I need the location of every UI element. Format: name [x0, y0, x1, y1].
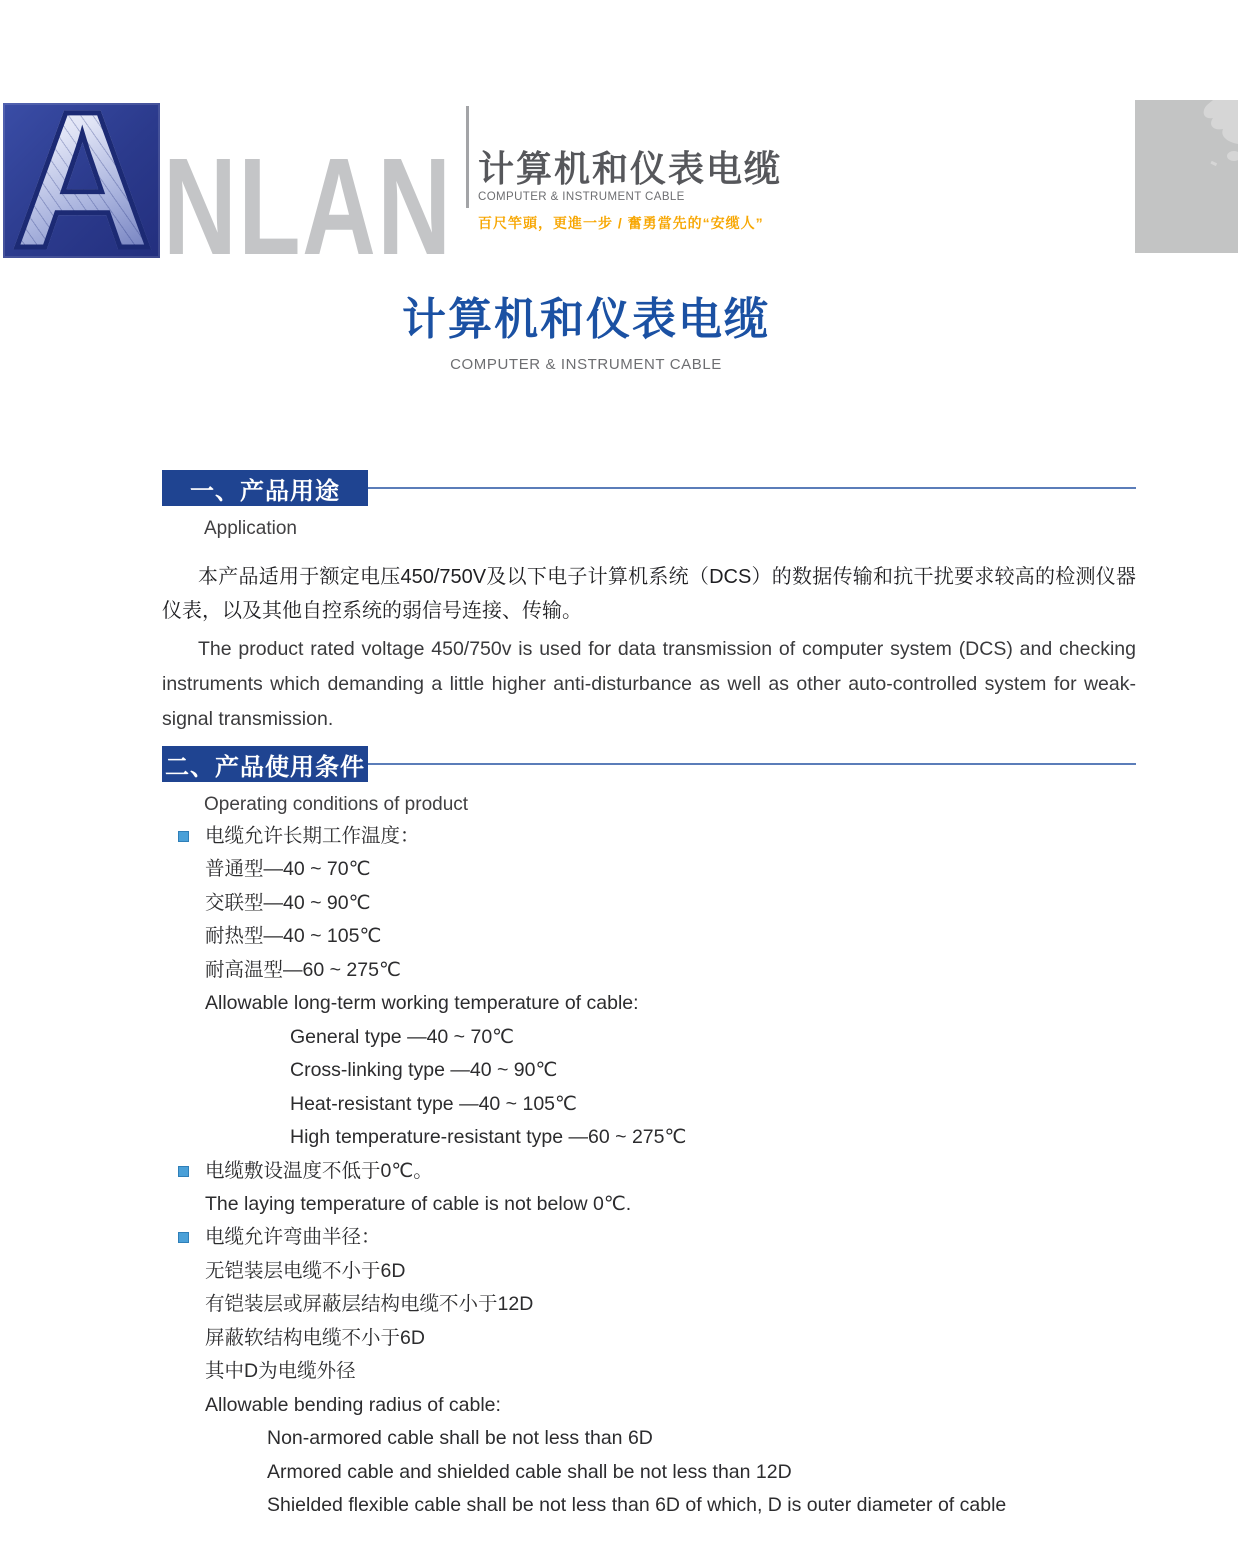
condition-text: 无铠装层电缆不小于6D [205, 1259, 406, 1282]
section1-header [162, 470, 1136, 506]
condition-item [162, 1355, 1136, 1388]
application-paragraph-en: The product rated voltage 450/750v is used for data transmission of computer system (DCS) and checking instruments which demanding a little higher anti-disturbance as well as other auto-controlled system for weak-signal transmission. [162, 638, 1136, 730]
condition-item [162, 1322, 1136, 1355]
square-bullet-icon [178, 1166, 189, 1177]
condition-item [162, 1054, 1136, 1087]
application-paragraph-cn: 本产品适用于额定电压450/750V及以下电子计算机系统（DCS）的数据传输和抗干扰要求较高的检测仪器仪表，以及其他自控系统的弱信号连接、传输。 [162, 566, 1136, 622]
section1-badge: 一、产品用途 [162, 470, 368, 506]
condition-item [162, 1188, 1136, 1221]
condition-item [162, 1288, 1136, 1321]
condition-text: Shielded flexible cable shall be not less than 6D of which, D is outer diameter of cable [267, 1494, 1007, 1517]
square-bullet-icon [178, 831, 189, 842]
condition-item [162, 1422, 1136, 1455]
section2-rule [368, 763, 1136, 765]
condition-item [162, 1489, 1136, 1522]
condition-item [162, 1221, 1136, 1254]
square-bullet-icon [178, 1232, 189, 1243]
header-divider [466, 106, 469, 208]
conditions-list [162, 820, 1136, 1523]
header-tagline: 百尺竿頭，更進一步 / 奮勇當先的“安缆人” [478, 215, 764, 231]
page-title: 计算机和仪表电缆 [402, 295, 770, 344]
condition-text: 有铠装层或屏蔽层结构电缆不小于12D [205, 1293, 534, 1316]
header-title-en: COMPUTER & INSTRUMENT CABLE [478, 191, 685, 203]
condition-text: 耐热型—40 ~ 105℃ [205, 925, 382, 948]
leaf-icon [1135, 100, 1238, 253]
condition-text: 电缆允许弯曲半径： [205, 1226, 381, 1249]
condition-text: Allowable long-term working temperature of cable: [205, 992, 639, 1015]
condition-item [162, 954, 1136, 987]
logo-letter-a: A [12, 103, 153, 258]
condition-text: Cross-linking type —40 ~ 90℃ [290, 1059, 558, 1082]
condition-text: Armored cable and shielded cable shall be not less than 12D [267, 1460, 792, 1483]
anlan-logo [3, 103, 160, 258]
brand-wordmark: NLAN [163, 130, 453, 284]
condition-item [162, 853, 1136, 886]
condition-text: Non-armored cable shall be not less than 6D [267, 1427, 653, 1450]
condition-text: The laying temperature of cable is not below 0℃. [205, 1192, 632, 1215]
condition-text: High temperature-resistant type —60 ~ 275℃ [290, 1126, 687, 1149]
condition-item [162, 920, 1136, 953]
condition-text: General type —40 ~ 70℃ [290, 1025, 515, 1048]
condition-text: 耐高温型—60 ~ 275℃ [205, 958, 401, 981]
condition-item [162, 1456, 1136, 1489]
condition-text: 普通型—40 ~ 70℃ [205, 858, 371, 881]
condition-text: 电缆敷设温度不低于0℃。 [205, 1159, 433, 1182]
condition-text: 交联型—40 ~ 90℃ [205, 891, 371, 914]
page-title-block [0, 294, 1172, 373]
header-text-block [478, 148, 1038, 233]
content-column [162, 470, 1136, 1523]
condition-item [162, 820, 1136, 853]
condition-item [162, 887, 1136, 920]
condition-text: Heat-resistant type —40 ~ 105℃ [290, 1092, 577, 1115]
condition-item [162, 987, 1136, 1020]
section2-header [162, 746, 1136, 782]
section2-badge: 二、产品使用条件 [162, 746, 368, 782]
condition-item [162, 1155, 1136, 1188]
condition-item [162, 1389, 1136, 1422]
condition-item [162, 1088, 1136, 1121]
condition-text: 电缆允许长期工作温度： [205, 825, 420, 847]
page-subtitle: COMPUTER & INSTRUMENT CABLE [450, 356, 722, 373]
condition-item [162, 1255, 1136, 1288]
corner-decoration [1135, 100, 1238, 253]
condition-text: 屏蔽软结构电缆不小于6D [205, 1326, 425, 1349]
condition-item [162, 1121, 1136, 1154]
section1-rule [368, 487, 1136, 489]
condition-item [162, 1021, 1136, 1054]
condition-text: 其中D为电缆外径 [205, 1360, 356, 1383]
section1-subheading: Application [204, 518, 297, 539]
section2-subheading: Operating conditions of product [204, 794, 469, 815]
header-title-cn: 计算机和仪表电缆 [478, 148, 783, 189]
condition-text: Allowable bending radius of cable: [205, 1393, 501, 1416]
